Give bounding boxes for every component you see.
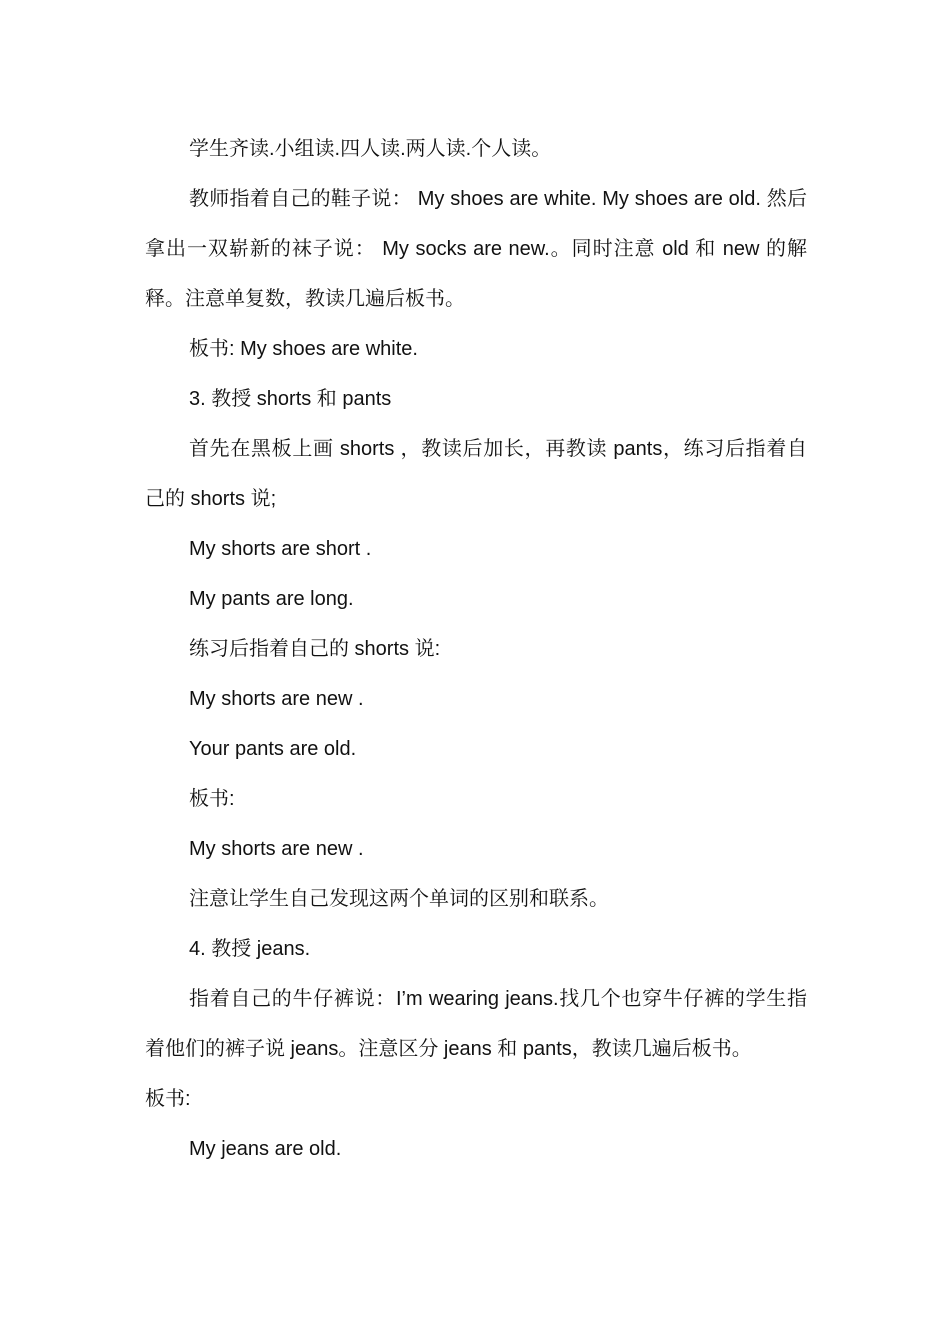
paragraph-point-shorts: 练习后指着自己的 shorts 说:	[189, 638, 441, 660]
sentence-pants-old: Your pants are old.	[189, 738, 357, 760]
sentence-pants-long: My pants are long.	[189, 588, 354, 610]
paragraph-draw-shorts: 首先在黑板上画 shorts ，教读后加长，再教读 pants，练习后指着自己的 shorts 说;	[145, 438, 807, 510]
paragraph-shoes-socks: 教师指着自己的鞋子说： My shoes are white. My shoes are old. 然后拿出一双崭新的袜子说： My socks are new.。同时注意 old 和 new 的解释。注意单复数，教读几遍后板书。	[145, 188, 807, 310]
sentence-board-shorts-new: My shorts are new .	[189, 838, 364, 860]
paragraph-board-shoes: 板书: My shoes are white.	[189, 338, 418, 360]
sentence-jeans-old: My jeans are old.	[189, 1138, 342, 1160]
paragraph-reading-practice: 学生齐读.小组读.四人读.两人读.个人读。	[189, 138, 552, 160]
label-board-jeans: 板书:	[145, 1088, 191, 1110]
sentence-shorts-new: My shorts are new .	[189, 688, 364, 710]
heading-jeans: 4. 教授 jeans.	[189, 938, 311, 960]
paragraph-point-jeans: 指着自己的牛仔裤说：I’m wearing jeans.找几个也穿牛仔裤的学生指着他们的裤子说 jeans。注意区分 jeans 和 pants，教读几遍后板书。	[145, 988, 807, 1060]
heading-shorts-pants: 3. 教授 shorts 和 pants	[189, 388, 392, 410]
paragraph-discover-difference: 注意让学生自己发现这两个单词的区别和联系。	[189, 888, 609, 910]
label-board: 板书:	[189, 788, 235, 810]
sentence-shorts-short: My shorts are short .	[189, 538, 372, 560]
document-body	[145, 124, 807, 1174]
